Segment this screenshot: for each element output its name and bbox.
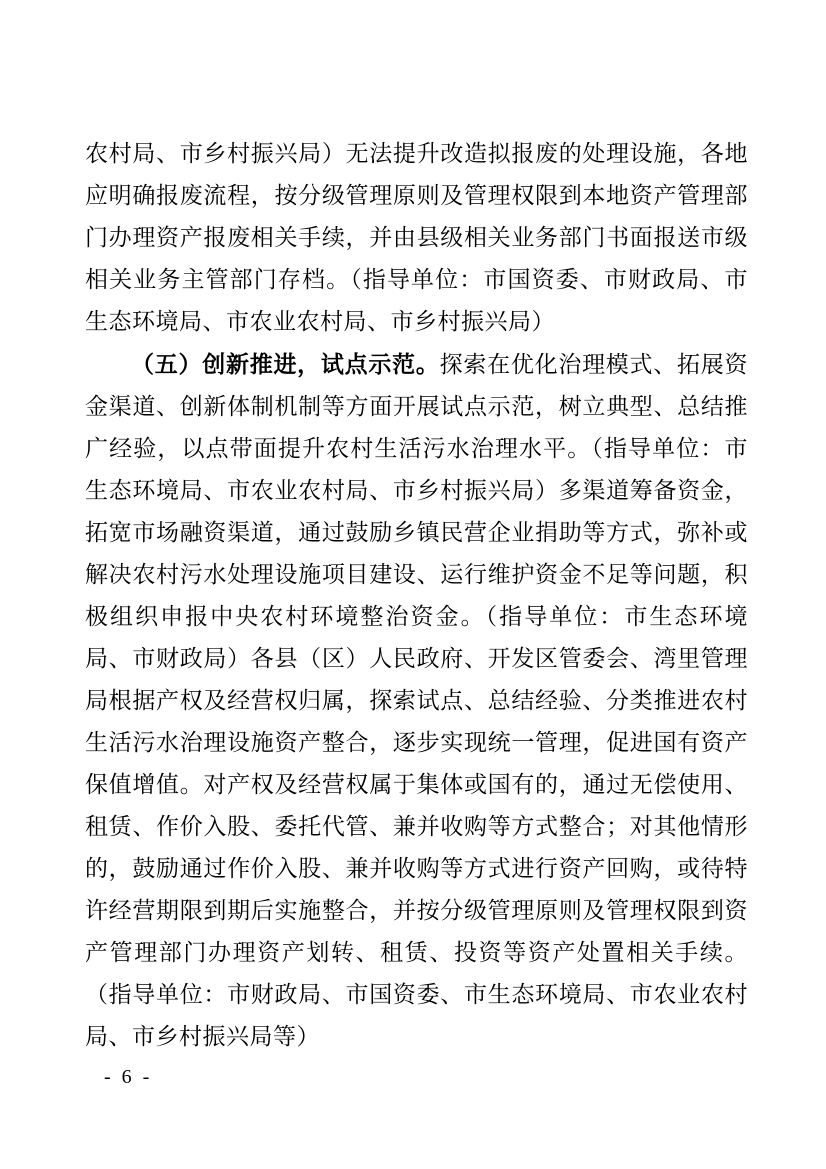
section-5-body: 探索在优化治理模式、拓展资金渠道、创新体制机制等方面开展试点示范，树立典型、总结推广经验，以点带面提升农村生活污水治理水平。（指导单位：市生态环境局、市农业农村局、市乡村振兴局）多渠道筹备资金，拓宽市场融资渠道，通过鼓励乡镇民营企业捐助等方式，弥补或解决农村污水处理设施项目建设、运行维护资金不足等问题，积极组织申报中央农村环境整治资金。（指导单位：市生态环境局、市财政局）各县（区）人民政府、开发区管委会、湾里管理局根据产权及经营权归属，探索试点、总结经验、分类推进农村生活污水治理设施资产整合，逐步实现统一管理，促进国有资产保值增值。对产权及经营权属于集体或国有的，通过无偿使用、租赁、作价入股、委托代管、兼并收购等方式整合；对其他情形的，鼓励通过作价入股、兼并收购等方式进行资产回购，或待特许经营期限到期后实施整合，并按分级管理原则及管理权限到资产管理部门办理资产划转、租赁、投资等资产处置相关手续。（指导单位：市财政局、市国资委、市生态环境局、市农业农村局、市乡村振兴局等）: [85, 352, 749, 1049]
document-body: [85, 133, 748, 1058]
paragraph-section-5: [85, 343, 748, 1058]
paragraph-continued: 农村局、市乡村振兴局）无法提升改造拟报废的处理设施，各地应明确报废流程，按分级管理原则及管理权限到本地资产管理部门办理资产报废相关手续，并由县级相关业务部门书面报送市级相关业务主管部门存档。（指导单位：市国资委、市财政局、市生态环境局、市农业农村局、市乡村振兴局）: [85, 141, 748, 334]
page-number: - 6 -: [104, 1066, 153, 1088]
section-5-heading: （五）创新推进，试点示范。: [131, 351, 440, 377]
